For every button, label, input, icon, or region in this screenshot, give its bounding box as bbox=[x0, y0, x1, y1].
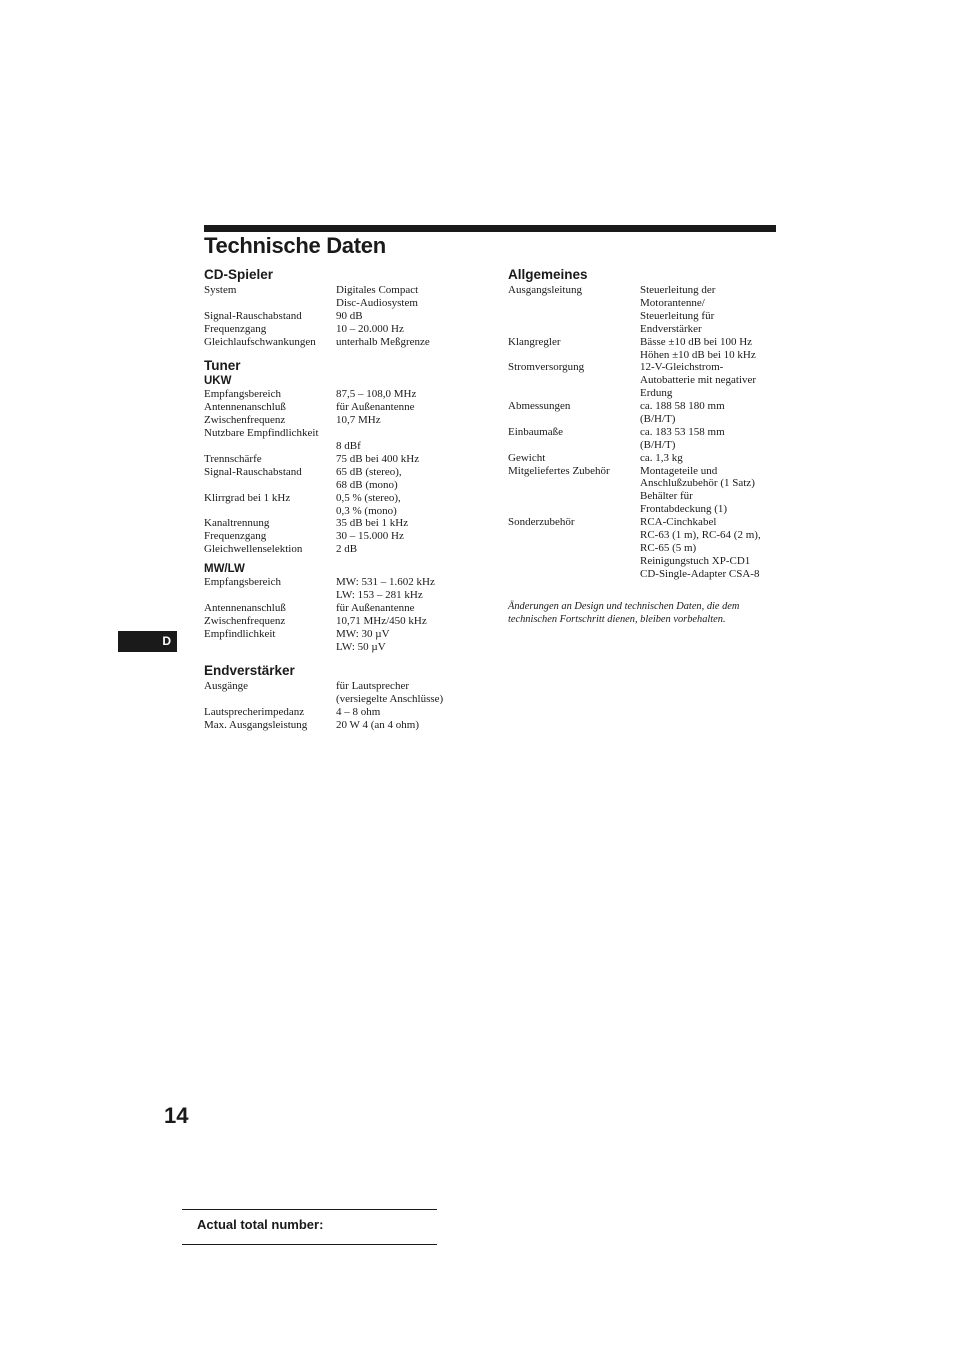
spec-value-line: (B/H/T) bbox=[640, 438, 676, 451]
spec-value-line: 87,5 – 108,0 MHz bbox=[336, 388, 417, 401]
spec-value-line: 0,3 % (mono) bbox=[336, 504, 397, 517]
right-column bbox=[508, 266, 783, 636]
spec-value bbox=[640, 452, 683, 465]
spec-row bbox=[204, 517, 474, 530]
section-heading-tuner: Tuner bbox=[204, 358, 241, 374]
spec-row bbox=[508, 361, 783, 400]
spec-value-line: ca. 188 58 180 mm bbox=[640, 400, 725, 413]
spec-value-line: Montageteile und bbox=[640, 464, 718, 477]
spec-value-line: 12-V-Gleichstrom- bbox=[640, 361, 724, 374]
spec-label: Empfangsbereich bbox=[204, 576, 281, 589]
amp-rows bbox=[204, 680, 474, 732]
spec-label: Nutzbare Empfindlichkeit bbox=[204, 427, 319, 440]
spec-value-line: ca. 1,3 kg bbox=[640, 451, 683, 464]
spec-value bbox=[336, 719, 419, 732]
spec-value bbox=[336, 284, 418, 310]
spec-value bbox=[336, 492, 401, 518]
section-heading-cd: CD-Spieler bbox=[204, 267, 274, 282]
spec-row bbox=[204, 388, 474, 401]
section-heading-general: Allgemeines bbox=[508, 267, 588, 282]
spec-value-line: unterhalb Meßgrenze bbox=[336, 335, 430, 348]
spec-label: Trennschärfe bbox=[204, 452, 262, 465]
spec-value-line: 10,71 MHz/450 kHz bbox=[336, 614, 427, 627]
spec-value-line: 35 dB bei 1 kHz bbox=[336, 517, 409, 530]
spec-value-line: LW: 50 µV bbox=[336, 640, 386, 653]
spec-value bbox=[336, 466, 402, 492]
ukw-rows bbox=[204, 388, 474, 556]
spec-label: Stromversorgung bbox=[508, 361, 585, 374]
spec-row bbox=[204, 680, 474, 706]
spec-value-line: Disc-Audiosystem bbox=[336, 296, 418, 309]
spec-value-line: Autobatterie mit negativer bbox=[640, 374, 757, 387]
spec-row bbox=[204, 310, 474, 323]
spec-row bbox=[508, 465, 783, 517]
spec-value-line: 4 – 8 ohm bbox=[336, 706, 381, 719]
spec-value-line: Höhen ±10 dB bei 10 kHz bbox=[640, 348, 756, 361]
mwlw-rows bbox=[204, 576, 474, 653]
spec-label: Klirrgrad bei 1 kHz bbox=[204, 491, 291, 504]
spec-label: Gleichwellenselektion bbox=[204, 543, 303, 556]
spec-row bbox=[204, 401, 474, 414]
spec-value bbox=[336, 576, 435, 602]
spec-label: Frequenzgang bbox=[204, 322, 267, 335]
spec-label: Max. Ausgangsleistung bbox=[204, 719, 308, 732]
spec-value-line: 8 dBf bbox=[336, 440, 361, 453]
spec-row bbox=[204, 427, 474, 440]
spec-value-line: RC-65 (5 m) bbox=[640, 541, 697, 554]
spec-value-line: für Lautsprecher bbox=[336, 680, 409, 693]
spec-row bbox=[204, 706, 474, 719]
spec-label: Sonderzubehör bbox=[508, 516, 575, 529]
spec-value-line: ca. 183 53 158 mm bbox=[640, 425, 725, 438]
spec-label: Antennenanschluß bbox=[204, 601, 286, 614]
spec-value-line: Endverstärker bbox=[640, 322, 702, 335]
footer-top-rule bbox=[182, 1209, 437, 1210]
spec-value bbox=[640, 516, 761, 581]
spec-value-line: 10 – 20.000 Hz bbox=[336, 322, 404, 335]
spec-row bbox=[508, 516, 783, 581]
spec-row bbox=[508, 284, 783, 336]
spec-value bbox=[640, 361, 756, 400]
title-rule bbox=[204, 225, 776, 232]
spec-value bbox=[336, 336, 430, 349]
spec-value bbox=[336, 440, 361, 453]
spec-value-line: 30 – 15.000 Hz bbox=[336, 530, 404, 543]
spec-value-line: Frontabdeckung (1) bbox=[640, 503, 728, 516]
spec-value-line: LW: 153 – 281 kHz bbox=[336, 588, 423, 601]
spec-value-line: Reinigungstuch XP-CD1 bbox=[640, 554, 751, 567]
spec-value-line: CD-Single-Adapter CSA-8 bbox=[640, 567, 760, 580]
spec-value-line: Bässe ±10 dB bei 100 Hz bbox=[640, 335, 753, 348]
spec-label: Ausgänge bbox=[204, 680, 248, 693]
footer-bottom-rule bbox=[182, 1244, 437, 1245]
spec-row bbox=[204, 719, 474, 732]
spec-row bbox=[204, 414, 474, 427]
spec-row bbox=[204, 466, 474, 492]
spec-row bbox=[204, 323, 474, 336]
spec-value-line: 10,7 MHz bbox=[336, 414, 381, 427]
spec-value bbox=[336, 310, 363, 323]
spec-row bbox=[204, 336, 474, 349]
spec-row bbox=[508, 400, 783, 426]
spec-value bbox=[336, 414, 381, 427]
spec-value bbox=[336, 706, 380, 719]
spec-value bbox=[336, 602, 415, 615]
subheading-ukw: UKW bbox=[204, 375, 232, 388]
disclaimer-note: Änderungen an Design und technischen Daten, die dem technischen Fortschritt dienen, bleiben vorbehalten. bbox=[508, 600, 740, 625]
spec-value-line: Steuerleitung der bbox=[640, 284, 716, 296]
left-column bbox=[204, 266, 474, 732]
spec-label: Zwischenfrequenz bbox=[204, 614, 286, 627]
spec-label: Mitgeliefertes Zubehör bbox=[508, 464, 610, 477]
spec-value-line: für Außenantenne bbox=[336, 601, 415, 614]
section-heading-amp: Endverstärker bbox=[204, 663, 295, 679]
spec-value bbox=[336, 453, 419, 466]
spec-label: Abmessungen bbox=[508, 400, 571, 413]
spec-label: Antennenanschluß bbox=[204, 401, 286, 414]
page-number: 14 bbox=[164, 1103, 189, 1128]
spec-value-line: 2 dB bbox=[336, 543, 358, 556]
spec-label: Lautsprecherimpedanz bbox=[204, 706, 305, 719]
spec-value bbox=[336, 615, 427, 628]
spec-value-line: RCA-Cinchkabel bbox=[640, 516, 717, 529]
cd-rows bbox=[204, 284, 474, 348]
spec-value-line: Anschlußzubehör (1 Satz) bbox=[640, 477, 755, 490]
spec-value-line: 0,5 % (stereo), bbox=[336, 491, 401, 504]
general-rows bbox=[508, 284, 783, 581]
spec-value-line: (versiegelte Anschlüsse) bbox=[336, 693, 444, 706]
spec-value bbox=[640, 426, 725, 452]
spec-value bbox=[640, 336, 756, 362]
spec-value-line: 20 W 4 (an 4 ohm) bbox=[336, 719, 419, 732]
spec-value-line: 90 dB bbox=[336, 309, 363, 322]
spec-value-line: für Außenantenne bbox=[336, 401, 415, 414]
spec-row bbox=[204, 492, 474, 518]
spec-row bbox=[204, 628, 474, 654]
spec-value bbox=[336, 388, 416, 401]
spec-label: System bbox=[204, 284, 237, 296]
spec-label: Empfangsbereich bbox=[204, 388, 281, 401]
spec-row bbox=[204, 530, 474, 543]
spec-value bbox=[336, 323, 404, 336]
spec-row bbox=[508, 452, 783, 465]
spec-value-line: Digitales Compact bbox=[336, 284, 419, 296]
spec-label: Zwischenfrequenz bbox=[204, 414, 286, 427]
spec-row bbox=[204, 543, 474, 556]
spec-row bbox=[204, 453, 474, 466]
spec-value bbox=[336, 680, 443, 706]
spec-label bbox=[204, 440, 336, 453]
spec-row bbox=[508, 426, 783, 452]
spec-value-line: 65 dB (stereo), bbox=[336, 465, 402, 478]
spec-value-line: Motorantenne/ bbox=[640, 296, 705, 309]
spec-label: Gleichlaufschwankungen bbox=[204, 335, 316, 348]
footer-label: Actual total number: bbox=[197, 1217, 324, 1232]
spec-label: Kanaltrennung bbox=[204, 517, 270, 530]
spec-row bbox=[508, 336, 783, 362]
spec-label: Signal-Rauschabstand bbox=[204, 465, 302, 478]
spec-value-line: 68 dB (mono) bbox=[336, 478, 398, 491]
spec-value bbox=[336, 628, 390, 654]
spec-value-line: 75 dB bei 400 kHz bbox=[336, 452, 420, 465]
spec-row bbox=[204, 576, 474, 602]
spec-label: Einbaumaße bbox=[508, 425, 563, 438]
spec-value bbox=[640, 284, 715, 336]
spec-value-line: RC-63 (1 m), RC-64 (2 m), bbox=[640, 529, 761, 542]
spec-value-line: Steuerleitung für bbox=[640, 309, 715, 322]
spec-label: Frequenzgang bbox=[204, 530, 267, 543]
spec-row bbox=[204, 284, 474, 310]
language-tab: D bbox=[118, 631, 177, 652]
spec-value bbox=[336, 517, 408, 530]
spec-row bbox=[204, 602, 474, 615]
spec-value bbox=[336, 543, 357, 556]
subheading-mwlw: MW/LW bbox=[204, 563, 245, 576]
page-title: Technische Daten bbox=[204, 233, 386, 258]
spec-value bbox=[336, 530, 404, 543]
spec-label: Ausgangsleitung bbox=[508, 284, 582, 296]
spec-value-line: (B/H/T) bbox=[640, 412, 676, 425]
spec-label: Klangregler bbox=[508, 335, 561, 348]
spec-value-line: Erdung bbox=[640, 387, 673, 400]
spec-value-line: MW: 531 – 1.602 kHz bbox=[336, 576, 435, 589]
spec-row bbox=[204, 615, 474, 628]
spec-value bbox=[336, 401, 415, 414]
spec-value bbox=[640, 465, 755, 517]
spec-value-line: Behälter für bbox=[640, 490, 693, 503]
spec-value bbox=[640, 400, 725, 426]
spec-label: Empfindlichkeit bbox=[204, 627, 276, 640]
spec-label: Signal-Rauschabstand bbox=[204, 309, 302, 322]
spec-value-line: MW: 30 µV bbox=[336, 627, 390, 640]
spec-row bbox=[204, 440, 474, 453]
spec-label: Gewicht bbox=[508, 451, 546, 464]
